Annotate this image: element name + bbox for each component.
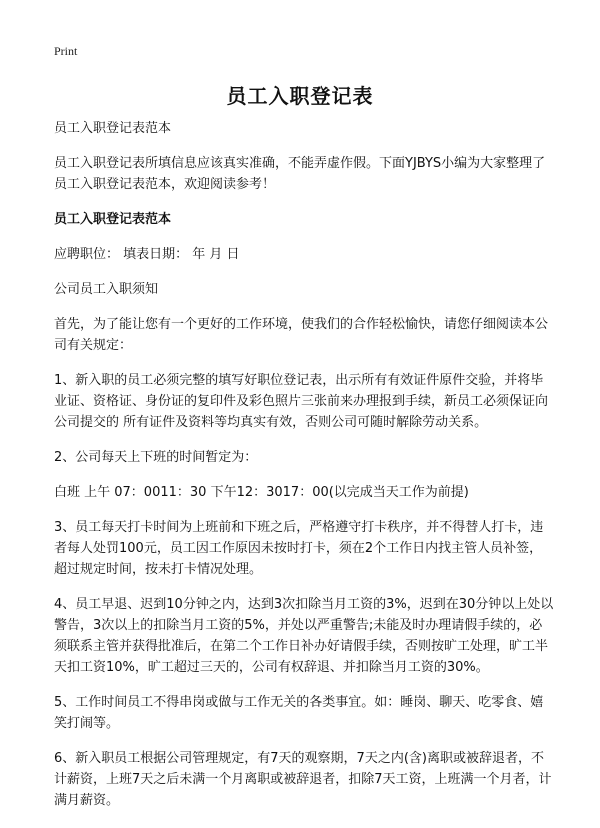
paragraph-notice-title: 公司员工入职须知 bbox=[54, 282, 159, 297]
document-title: 员工入职登记表 bbox=[226, 84, 374, 108]
section-heading: 员工入职登记表范本 bbox=[54, 212, 172, 227]
paragraph-intro: 员工入职登记表所填信息应该真实准确，不能弄虚作假。下面YJBYS小编为大家整理了员工入职登记表范本，欢迎阅读参考！ bbox=[54, 156, 546, 192]
rule-item-5: 5、工作时间员工不得串岗或做与工作无关的各类事宜。如：睡岗、聊天、吃零食、嬉笑打闹等。 bbox=[54, 695, 544, 731]
rule-item-4: 4、员工早退、迟到10分钟之内，达到3次扣除当月工资的3%，迟到在30分钟以上处以警告，3次以上的扣除当月工资的5%，并处以严重警告;未能及时办理请假手续的，必须联系主管并获得批准后，在第二个工作日补办好请假手续，否则按旷工处理，旷工半天扣工资10%，旷工超过三天的，公司有权辞退、并扣除当月工资的30%。 bbox=[54, 597, 554, 675]
rule-item-1: 1、新入职的员工必须完整的填写好职位登记表，出示所有有效证件原件交验，并将毕业证、资格证、身份证的复印件及彩色照片三张前来办理报到手续，新员工必须保证向公司提交的 所有证件及资料等均真实有效，否则公司可随时解除劳动关系。 bbox=[54, 373, 549, 430]
print-label[interactable]: Print bbox=[54, 44, 78, 58]
document-body bbox=[54, 118, 554, 825]
rule-schedule: 白班 上午 07：0011：30 下午12：3017：00(以完成当天工作为前提) bbox=[54, 485, 469, 500]
rule-item-3: 3、员工每天打卡时间为上班前和下班之后，严格遵守打卡秩序，并不得替人打卡，违者每人处罚100元，员工因工作原因未按时打卡，须在2个工作日内找主管人员补签，超过规定时间，按未打卡情况处理。 bbox=[54, 520, 544, 577]
paragraph-intro-heading: 员工入职登记表范本 bbox=[54, 121, 172, 136]
paragraph-preface: 首先，为了能让您有一个更好的工作环境，使我们的合作轻松愉快，请您仔细阅读本公司有关规定： bbox=[54, 317, 549, 353]
rule-item-2: 2、公司每天上下班的时间暂定为： bbox=[54, 450, 258, 465]
paragraph-form-fields: 应聘职位： 填表日期： 年 月 日 bbox=[54, 247, 240, 262]
rule-item-6: 6、新入职员工根据公司管理规定，有7天的观察期，7天之内(含)离职或被辞退者，不计薪资，上班7天之后未满一个月离职或被辞退者，扣除7天工资，上班满一个月者，计满月薪资。 bbox=[54, 751, 552, 808]
